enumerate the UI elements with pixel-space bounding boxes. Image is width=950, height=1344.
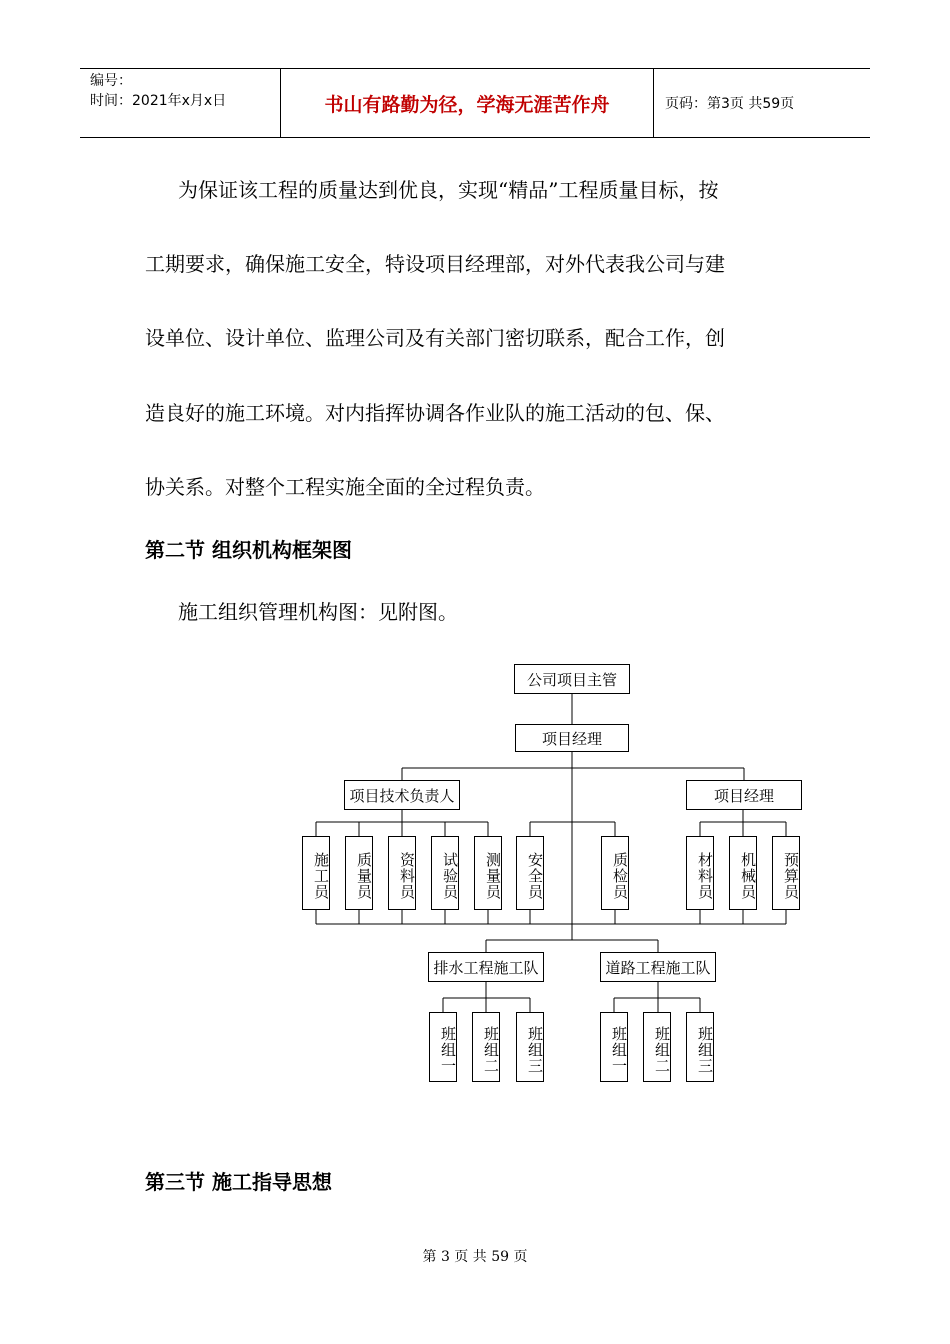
- org-node-staff: 质量员: [345, 836, 373, 910]
- org-node-staff: 试验员: [431, 836, 459, 910]
- header-motto: 书山有路勤为径，学海无涯苦作舟: [281, 69, 654, 137]
- intro-line: 造良好的施工环境。对内指挥协调各作业队的施工活动的包、保、: [145, 401, 725, 425]
- intro-line: 协关系。对整个工程实施全面的全过程负责。: [145, 475, 545, 499]
- intro-line: 为保证该工程的质量达到优良，实现“精品”工程质量目标，按: [178, 178, 719, 202]
- org-node-staff: 材料员: [686, 836, 714, 910]
- number-label: 编号：: [90, 73, 132, 89]
- org-node-tech-lead: 项目技术负责人: [344, 780, 460, 810]
- org-node-staff: 测量员: [474, 836, 502, 910]
- org-node-company-supervisor: 公司项目主管: [514, 664, 630, 694]
- intro-line: 设单位、设计单位、监理公司及有关部门密切联系，配合工作，创: [145, 326, 725, 350]
- org-node-project-manager-right: 项目经理: [686, 780, 802, 810]
- header-page-label: 页码：第3页 共59页: [665, 96, 795, 112]
- date-label: 时间：2021年x月x日: [90, 93, 227, 109]
- org-node-project-manager: 项目经理: [515, 724, 629, 752]
- org-node-team: 排水工程施工队: [428, 952, 544, 982]
- org-node-group: 班组二: [472, 1012, 500, 1082]
- org-node-staff: 机械员: [729, 836, 757, 910]
- intro-line: 工期要求，确保施工安全，特设项目经理部，对外代表我公司与建: [145, 252, 725, 276]
- org-node-staff: 质检员: [601, 836, 629, 910]
- section-3-title: 第三节 施工指导思想: [145, 1170, 332, 1194]
- org-node-staff: 资料员: [388, 836, 416, 910]
- org-node-group: 班组一: [429, 1012, 457, 1082]
- section-2-title: 第二节 组织机构框架图: [145, 538, 352, 562]
- org-node-staff: 施工员: [302, 836, 330, 910]
- org-node-group: 班组二: [643, 1012, 671, 1082]
- org-node-group: 班组一: [600, 1012, 628, 1082]
- org-node-team: 道路工程施工队: [600, 952, 716, 982]
- org-node-group: 班组三: [516, 1012, 544, 1082]
- org-node-group: 班组三: [686, 1012, 714, 1082]
- org-node-staff: 预算员: [772, 836, 800, 910]
- page-footer: 第 3 页 共 59 页: [422, 1249, 528, 1265]
- section-2-reference: 施工组织管理机构图：见附图。: [178, 600, 458, 624]
- org-node-staff: 安全员: [516, 836, 544, 910]
